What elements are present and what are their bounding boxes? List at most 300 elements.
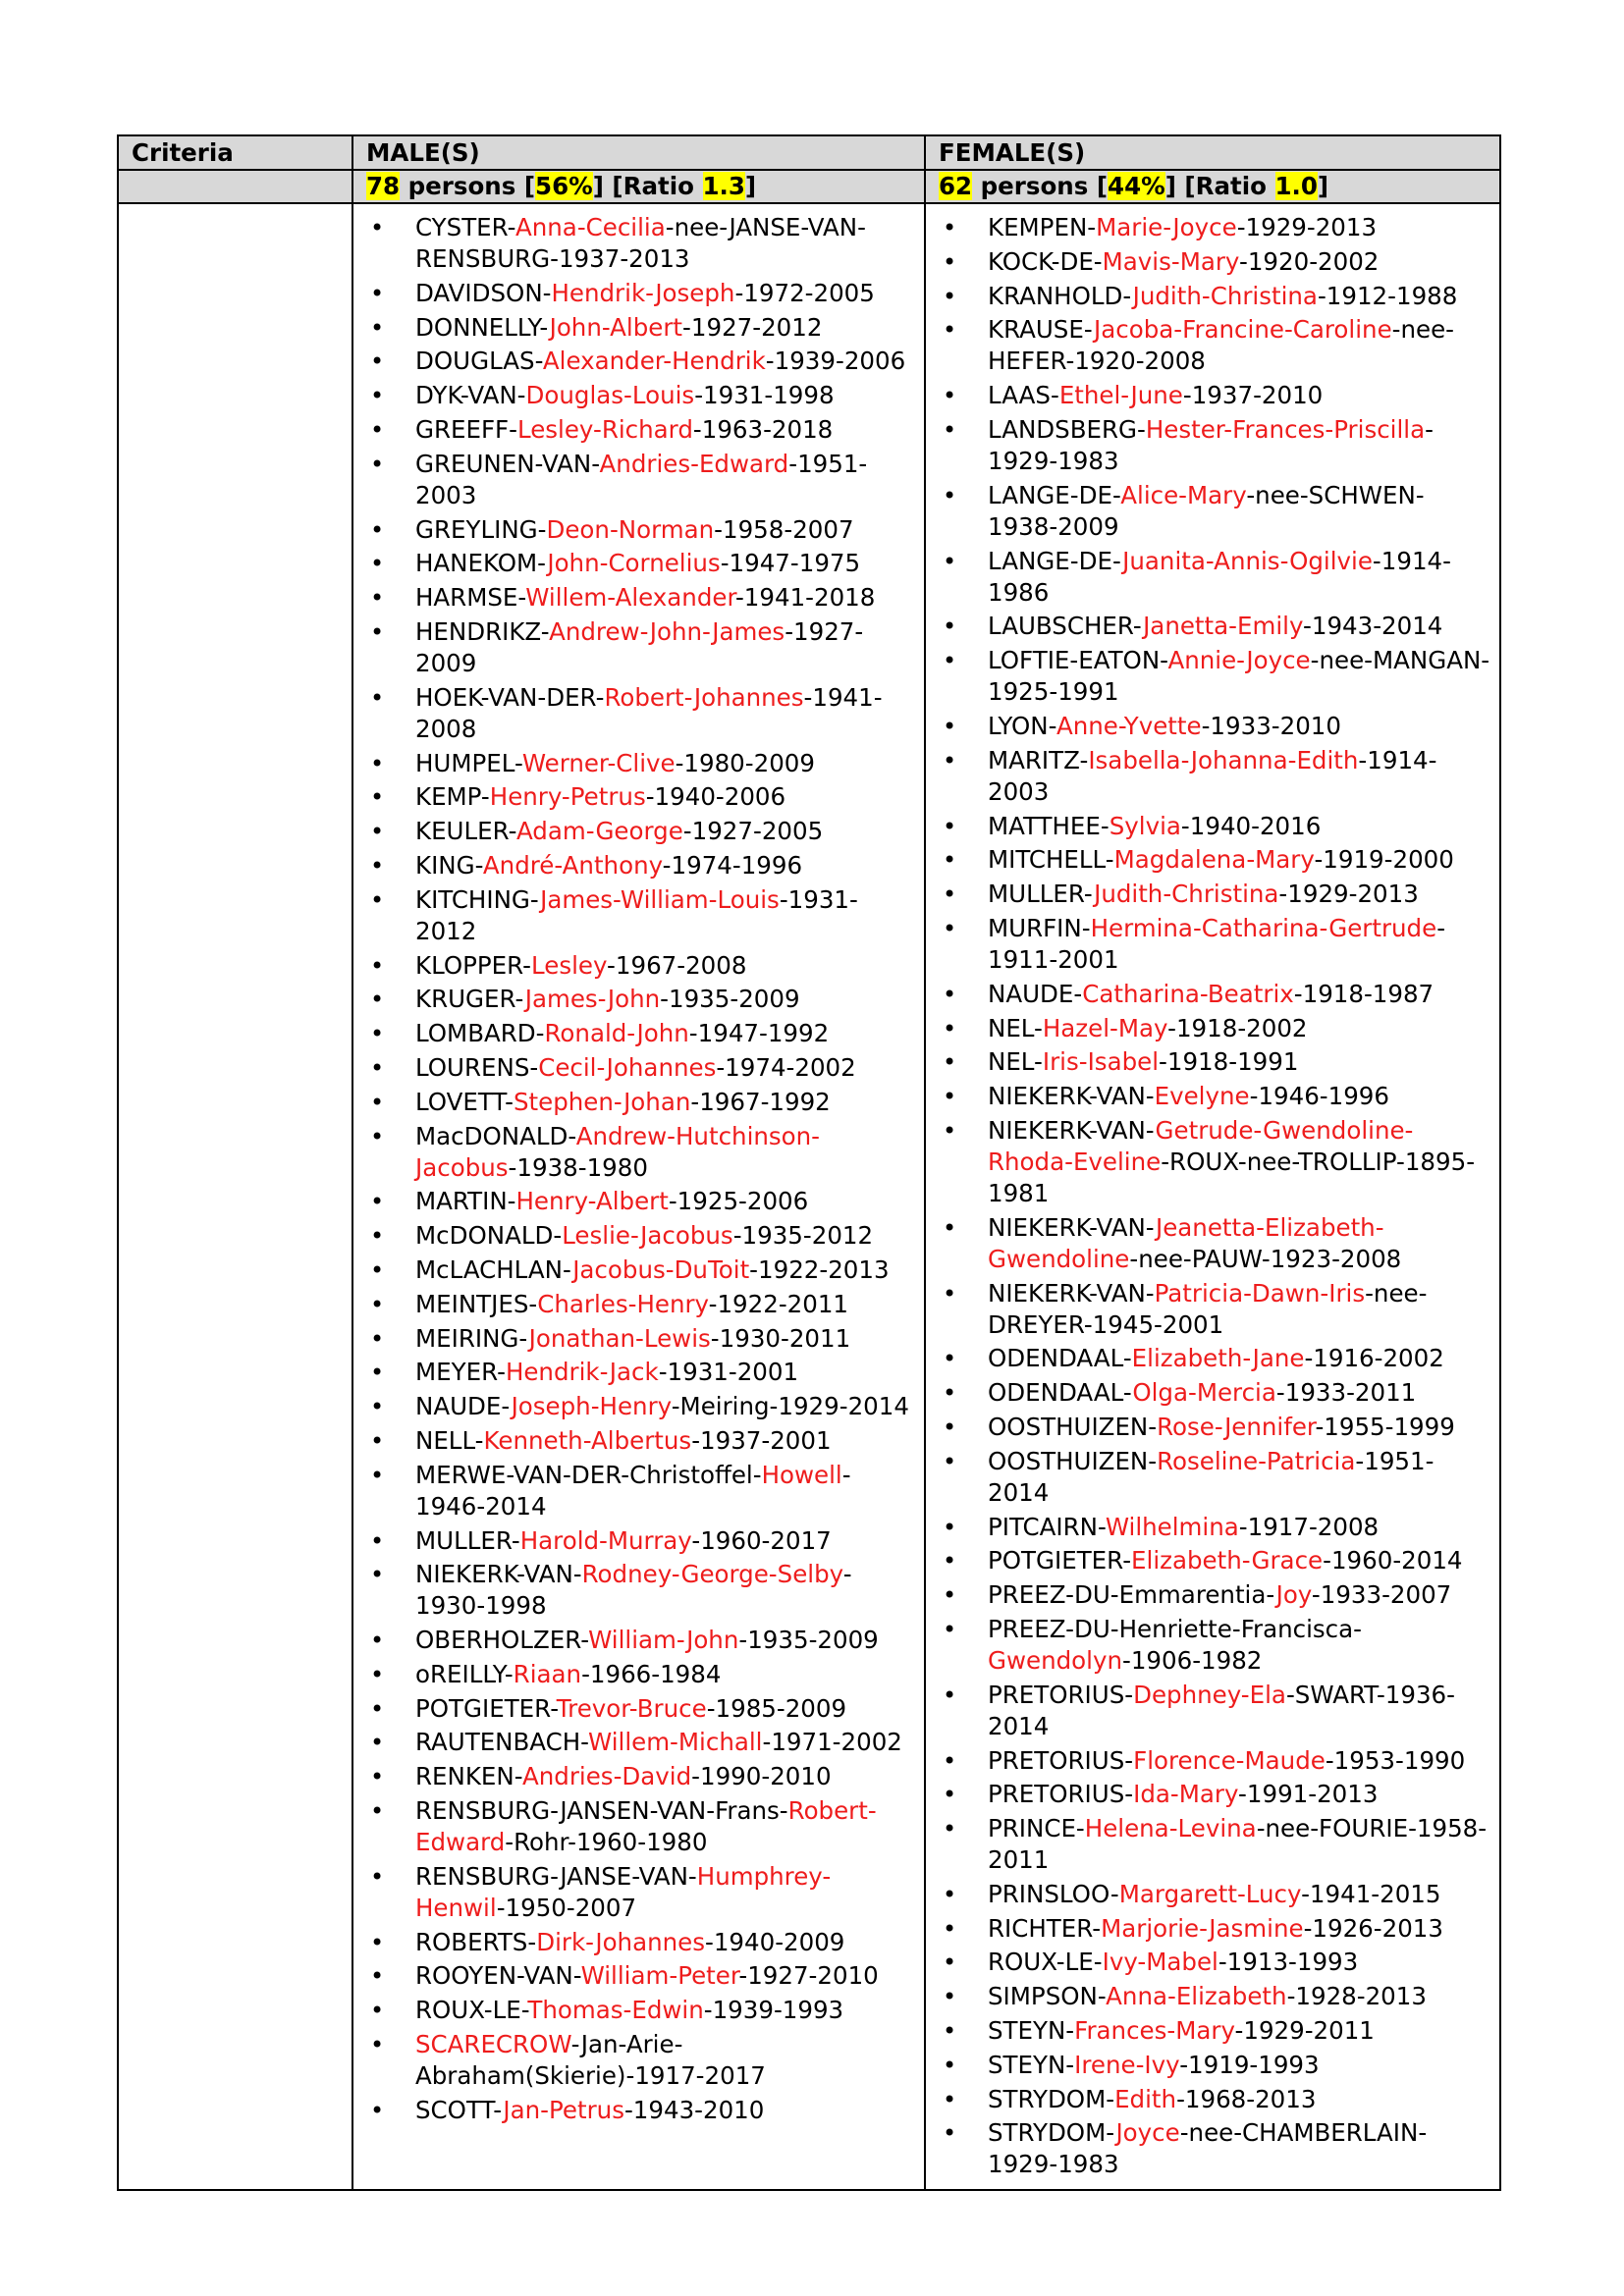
given-names: Marjorie-Jasmine xyxy=(1101,1913,1304,1943)
name-segment: -nee-HEFER-1920-2008 xyxy=(988,315,1454,376)
list-item xyxy=(353,1121,924,1184)
given-names: Dephney-Ela xyxy=(1133,1680,1286,1709)
name-segment: -1941-2008 xyxy=(415,682,883,743)
list-item xyxy=(926,1512,1499,1543)
given-names: Hendrik-Jack xyxy=(505,1358,659,1387)
given-names: SCARECROW xyxy=(415,2030,571,2059)
list-item xyxy=(353,380,924,411)
name-segment: -nee-JANSE-VAN-RENSBURG-1937-2013 xyxy=(415,213,866,273)
list-item xyxy=(926,2117,1499,2180)
name-segment: NIEKERK-VAN- xyxy=(415,1560,582,1589)
name-segment: -1914-1986 xyxy=(988,546,1451,607)
name-segment: -1974-2002 xyxy=(716,1052,856,1082)
name-segment: CYSTER- xyxy=(415,213,515,241)
list-item xyxy=(926,1343,1499,1374)
given-names: William-John xyxy=(588,1626,739,1655)
name-segment: -nee-CHAMBERLAIN-1929-1983 xyxy=(988,2118,1428,2179)
list-item xyxy=(926,1115,1499,1209)
given-names: Juanita-Annis-Ogilvie xyxy=(1122,546,1373,575)
name-segment: KEMP- xyxy=(415,782,490,812)
name-segment: -1929-1983 xyxy=(988,414,1434,475)
name-segment: MURFIN- xyxy=(988,913,1091,942)
given-names: Jacoba-Francine-Caroline xyxy=(1094,315,1392,345)
list-item xyxy=(926,1913,1499,1945)
list-item xyxy=(353,682,924,745)
name-segment: LOFTIE-EATON- xyxy=(988,646,1168,675)
name-segment: NEL- xyxy=(988,1013,1043,1042)
list-item xyxy=(926,1981,1499,2012)
name-segment: HUMPEL- xyxy=(415,748,522,777)
name-segment: -1974-1996 xyxy=(662,850,803,880)
name-segment: -1930-2011 xyxy=(710,1323,851,1353)
name-segment: KOCK-DE- xyxy=(988,246,1103,276)
name-segment: -1940-2009 xyxy=(705,1927,845,1956)
given-names: Lesley-Richard xyxy=(517,414,693,444)
list-item xyxy=(353,1927,924,1958)
criteria-table xyxy=(117,134,1501,2191)
name-segment: MacDONALD- xyxy=(415,1121,576,1150)
given-names: Lesley xyxy=(531,950,608,980)
name-segment: -1941-2018 xyxy=(734,583,876,613)
name-segment: -1938-1980 xyxy=(508,1152,648,1182)
given-names: Elizabeth-Grace xyxy=(1131,1546,1324,1575)
persons-label: persons [ xyxy=(972,172,1109,200)
name-segment: HOEK-VAN-DER- xyxy=(415,682,605,712)
list-item xyxy=(926,711,1499,742)
name-segment: -1946-2014 xyxy=(415,1460,851,1521)
name-segment: NIEKERK-VAN- xyxy=(988,1115,1156,1145)
name-segment: -1931-1998 xyxy=(694,381,835,410)
name-segment: -1927-2010 xyxy=(738,1961,879,1991)
name-segment: -1937-2010 xyxy=(1182,381,1324,410)
given-names: Anna-Cecilia xyxy=(514,213,666,241)
name-segment: -1935-2012 xyxy=(732,1221,874,1251)
name-segment: -1971-2002 xyxy=(762,1728,902,1757)
given-names: Edith xyxy=(1114,2084,1177,2113)
name-segment: MEYER- xyxy=(415,1358,506,1387)
name-segment: LOURENS- xyxy=(415,1052,539,1082)
list-item xyxy=(926,380,1499,411)
list-item xyxy=(353,1995,924,2026)
name-segment: -1940-2016 xyxy=(1180,811,1322,840)
name-segment: -1911-2001 xyxy=(988,913,1446,974)
given-names: Iris-Isabel xyxy=(1042,1047,1160,1077)
list-item xyxy=(353,1357,924,1388)
name-segment: -1929-2013 xyxy=(1236,213,1378,241)
name-segment: -1918-2002 xyxy=(1167,1013,1308,1042)
list-item xyxy=(353,850,924,881)
summary-row xyxy=(118,170,1500,203)
given-names: James-John xyxy=(524,985,661,1014)
list-item xyxy=(926,212,1499,243)
name-segment: DAVIDSON- xyxy=(415,278,552,307)
list-item xyxy=(926,2050,1499,2081)
name-segment: MULLER- xyxy=(415,1525,520,1555)
list-item xyxy=(926,1947,1499,1978)
given-names: Hermina-Catharina-Gertrude xyxy=(1090,913,1437,942)
given-names: William-Peter xyxy=(580,1961,739,1991)
list-item xyxy=(353,1391,924,1422)
name-segment: STRYDOM- xyxy=(988,2118,1116,2148)
name-segment: -1935-2009 xyxy=(660,985,800,1014)
given-names: Mavis-Mary xyxy=(1102,246,1239,276)
name-segment: -1951-2014 xyxy=(988,1446,1435,1507)
list-item xyxy=(926,314,1499,377)
given-names: Joyce xyxy=(1115,2118,1180,2148)
name-segment: NIEKERK-VAN- xyxy=(988,1082,1155,1111)
name-segment: LYON- xyxy=(988,711,1056,740)
name-segment: -1980-2009 xyxy=(675,748,815,777)
list-item xyxy=(353,1659,924,1690)
list-item xyxy=(353,1289,924,1320)
name-segment: -1906-1982 xyxy=(1122,1645,1263,1675)
given-names: Hester-Frances-Priscilla xyxy=(1145,414,1426,444)
list-item xyxy=(353,1693,924,1725)
name-segment: -1967-2008 xyxy=(607,950,747,980)
given-names: Catharina-Beatrix xyxy=(1082,979,1294,1008)
name-segment: KEMPEN- xyxy=(988,213,1097,241)
name-segment: POTGIETER- xyxy=(415,1693,557,1723)
name-segment: -1933-2011 xyxy=(1275,1378,1417,1408)
list-item xyxy=(926,979,1499,1010)
name-segment: GREYLING- xyxy=(415,514,547,544)
given-names: Frances-Mary xyxy=(1074,2016,1235,2046)
name-segment: McLACHLAN- xyxy=(415,1255,573,1284)
close-bracket: ] xyxy=(744,172,757,200)
given-names: Deon-Norman xyxy=(546,514,715,544)
given-names: James-William-Louis xyxy=(540,884,780,914)
name-segment: -1931-2012 xyxy=(415,884,858,945)
name-segment: NIEKERK-VAN- xyxy=(988,1212,1156,1242)
given-names: Joy xyxy=(1275,1580,1312,1610)
given-names: Ronald-John xyxy=(544,1019,689,1048)
list-item xyxy=(353,1525,924,1557)
list-item xyxy=(353,950,924,982)
ratio-label: ] [Ratio xyxy=(1164,172,1275,200)
list-item xyxy=(926,745,1499,808)
given-names: Ida-Mary xyxy=(1133,1780,1239,1809)
list-item xyxy=(926,1212,1499,1275)
name-segment: -nee-SCHWEN-1938-2009 xyxy=(988,480,1425,541)
list-item xyxy=(353,1052,924,1084)
list-item xyxy=(353,582,924,614)
given-names: Judith-Christina xyxy=(1094,880,1279,909)
name-segment: RENSBURG-JANSE-VAN- xyxy=(415,1861,697,1891)
female-cell xyxy=(925,203,1500,2190)
name-segment: POTGIETER- xyxy=(988,1546,1132,1575)
name-segment: -1922-2011 xyxy=(708,1289,849,1318)
given-names: Getrude-Gwendoline-Rhoda-Eveline xyxy=(988,1115,1414,1176)
female-list xyxy=(926,204,1499,2189)
name-segment: RENKEN- xyxy=(415,1762,523,1791)
given-names: Howell xyxy=(761,1460,842,1489)
list-item xyxy=(926,1745,1499,1777)
name-segment: ROUX-LE- xyxy=(988,1948,1103,1977)
persons-label: persons [ xyxy=(400,172,536,200)
name-segment: HARMSE- xyxy=(415,583,526,613)
list-item xyxy=(926,1412,1499,1443)
name-segment: MARTIN- xyxy=(415,1187,516,1216)
list-item xyxy=(926,1446,1499,1509)
given-names: Ivy-Mabel xyxy=(1102,1948,1218,1977)
name-segment: -1912-1988 xyxy=(1317,281,1458,310)
given-names: Werner-Clive xyxy=(521,748,676,777)
name-segment: RICHTER- xyxy=(988,1913,1102,1943)
name-segment: -1917-2008 xyxy=(1238,1512,1380,1541)
given-names: Hendrik-Joseph xyxy=(551,278,735,307)
female-count: 62 xyxy=(939,172,973,200)
list-item xyxy=(926,480,1499,543)
given-names: Leslie-Jacobus xyxy=(562,1221,733,1251)
list-item xyxy=(353,514,924,546)
male-ratio: 1.3 xyxy=(702,172,745,200)
name-segment: -1955-1999 xyxy=(1315,1412,1455,1441)
given-names: Robert-Edward xyxy=(415,1796,877,1857)
male-list xyxy=(353,204,924,2135)
name-segment: KRANHOLD- xyxy=(988,281,1133,310)
given-names: Roseline-Patricia xyxy=(1157,1446,1356,1475)
name-segment: STEYN- xyxy=(988,2050,1075,2079)
name-segment: HANEKOM- xyxy=(415,549,548,578)
name-segment: -1963-2018 xyxy=(692,414,834,444)
name-segment: -nee-DREYER-1945-2001 xyxy=(988,1278,1428,1339)
list-item xyxy=(353,1220,924,1252)
list-item xyxy=(926,246,1499,278)
list-item xyxy=(353,1425,924,1457)
given-names: Alexander-Hendrik xyxy=(542,347,766,376)
given-names: Andries-Edward xyxy=(599,449,789,478)
name-segment: NEL- xyxy=(988,1047,1043,1077)
name-segment: -1929-2011 xyxy=(1234,2016,1375,2046)
name-segment: KLOPPER- xyxy=(415,950,532,980)
name-segment: -Rohr-1960-1980 xyxy=(505,1828,708,1857)
name-segment: HENDRIKZ- xyxy=(415,616,550,646)
name-segment: PRETORIUS- xyxy=(988,1780,1134,1809)
name-segment: -ROUX-nee-TROLLIP-1895-1981 xyxy=(988,1147,1476,1207)
list-item xyxy=(926,1278,1499,1341)
given-names: Jan-Petrus xyxy=(503,2095,624,2124)
name-segment: GREEFF- xyxy=(415,414,517,444)
name-segment: ODENDAAL- xyxy=(988,1344,1132,1373)
name-segment: ROUX-LE- xyxy=(415,1996,528,2025)
name-segment: GREUNEN-VAN- xyxy=(415,449,600,478)
given-names: Anne-Yvette xyxy=(1056,711,1202,740)
given-names: Isabella-Johanna-Edith xyxy=(1088,745,1359,774)
name-segment: PRETORIUS- xyxy=(988,1680,1134,1709)
name-segment: DOUGLAS- xyxy=(415,347,543,376)
given-names: Charles-Henry xyxy=(537,1289,709,1318)
name-segment: -1930-1998 xyxy=(415,1560,852,1621)
given-names: Alice-Mary xyxy=(1120,480,1247,509)
given-names: Elizabeth-Jane xyxy=(1131,1344,1305,1373)
name-segment: -1927-2005 xyxy=(682,817,824,846)
given-names: Ethel-June xyxy=(1058,381,1183,410)
name-segment: OBERHOLZER- xyxy=(415,1626,589,1655)
list-item xyxy=(353,1323,924,1355)
given-names: Patricia-Dawn-Iris xyxy=(1154,1278,1366,1308)
list-item xyxy=(353,1625,924,1656)
name-segment: -nee-MANGAN-1925-1991 xyxy=(988,646,1490,707)
name-segment: KRUGER- xyxy=(415,985,525,1014)
name-segment: -1943-2014 xyxy=(1303,612,1443,641)
name-segment: -1951-2003 xyxy=(415,449,868,509)
name-segment: NIEKERK-VAN- xyxy=(988,1278,1155,1308)
list-item xyxy=(926,1779,1499,1810)
given-names: Harold-Murray xyxy=(519,1525,692,1555)
name-segment: MULLER- xyxy=(988,880,1095,909)
given-names: Willem-Michall xyxy=(588,1728,763,1757)
list-item xyxy=(926,611,1499,642)
name-segment: PREEZ-DU-Emmarentia- xyxy=(988,1580,1276,1610)
name-segment: -1920-2002 xyxy=(1239,246,1380,276)
name-segment: NAUDE- xyxy=(988,979,1083,1008)
criteria-summary-cell xyxy=(118,170,352,203)
name-segment: LOVETT- xyxy=(415,1087,514,1116)
given-names: Judith-Christina xyxy=(1132,281,1318,310)
list-item xyxy=(926,546,1499,609)
given-names: Jacobus-DuToit xyxy=(572,1255,750,1284)
list-item xyxy=(353,2029,924,2092)
given-names: Willem-Alexander xyxy=(525,583,735,613)
name-segment: -1927-2009 xyxy=(415,616,864,677)
name-segment: -1943-2010 xyxy=(623,2095,765,2124)
name-segment: DONNELLY- xyxy=(415,312,550,342)
list-item xyxy=(353,884,924,947)
name-segment: PREEZ-DU-Henriette-Francisca- xyxy=(988,1614,1363,1643)
given-names: Riaan xyxy=(513,1659,582,1688)
list-item xyxy=(926,1046,1499,1078)
list-item xyxy=(353,1960,924,1992)
given-names: Wilhelmina xyxy=(1105,1512,1239,1541)
name-segment: -nee-PAUW-1923-2008 xyxy=(1129,1244,1402,1273)
given-names: Humphrey-Henwil xyxy=(415,1861,832,1922)
list-item xyxy=(926,645,1499,708)
list-item xyxy=(353,1460,924,1522)
name-segment: -Meiring-1929-2014 xyxy=(671,1392,909,1421)
name-segment: -1933-2007 xyxy=(1311,1580,1452,1610)
list-item xyxy=(353,414,924,446)
given-names: Magdalena-Mary xyxy=(1113,845,1315,875)
list-item xyxy=(926,1680,1499,1742)
given-names: Henry-Albert xyxy=(515,1187,669,1216)
given-names: Adam-George xyxy=(515,817,683,846)
list-item xyxy=(926,281,1499,312)
name-segment: LAUBSCHER- xyxy=(988,612,1144,641)
list-item xyxy=(353,1255,924,1286)
name-segment: -1953-1990 xyxy=(1325,1745,1466,1775)
name-segment: STRYDOM- xyxy=(988,2084,1115,2113)
given-names: Andrew-John-James xyxy=(549,616,785,646)
name-segment: PITCAIRN- xyxy=(988,1512,1106,1541)
list-item xyxy=(353,1795,924,1858)
name-segment: PRINCE- xyxy=(988,1814,1085,1843)
name-segment: RAUTENBACH- xyxy=(415,1728,589,1757)
name-segment: -1972-2005 xyxy=(734,278,875,307)
name-segment: -1914-2003 xyxy=(988,745,1437,806)
name-segment: -1927-2012 xyxy=(682,312,823,342)
criteria-header: Criteria xyxy=(118,135,352,170)
male-count: 78 xyxy=(366,172,401,200)
name-segment: -1940-2006 xyxy=(645,782,786,812)
given-names: Thomas-Edwin xyxy=(527,1996,704,2025)
name-segment: -1913-1993 xyxy=(1218,1948,1359,1977)
given-names: Olga-Mercia xyxy=(1132,1378,1276,1408)
list-item xyxy=(926,1013,1499,1044)
list-item xyxy=(926,1813,1499,1876)
name-segment: -1967-1992 xyxy=(690,1087,831,1116)
given-names: Hazel-May xyxy=(1042,1013,1168,1042)
name-segment: -1928-2013 xyxy=(1286,1982,1427,2011)
name-segment: -1968-2013 xyxy=(1176,2084,1317,2113)
name-segment: -Jan-Arie-Abraham(Skierie)-1917-2017 xyxy=(415,2030,766,2091)
name-segment: ROBERTS- xyxy=(415,1927,537,1956)
given-names: Helena-Levina xyxy=(1084,1814,1257,1843)
list-item xyxy=(353,1559,924,1622)
criteria-cell xyxy=(118,203,352,2190)
name-segment: -1935-2009 xyxy=(738,1626,879,1655)
list-item xyxy=(926,879,1499,910)
name-segment: PRETORIUS- xyxy=(988,1745,1134,1775)
name-segment: MARITZ- xyxy=(988,745,1089,774)
given-names: Trevor-Bruce xyxy=(556,1693,707,1723)
name-segment: -1918-1987 xyxy=(1293,979,1435,1008)
name-segment: KRAUSE- xyxy=(988,315,1095,345)
name-segment: LANGE-DE- xyxy=(988,546,1123,575)
list-item xyxy=(353,984,924,1015)
list-item xyxy=(353,748,924,779)
name-segment: -1925-2006 xyxy=(668,1187,809,1216)
name-segment: MERWE-VAN-DER-Christoffel- xyxy=(415,1460,762,1489)
name-segment: PRINSLOO- xyxy=(988,1879,1119,1908)
list-item xyxy=(926,414,1499,477)
name-segment: -1939-2006 xyxy=(765,347,906,376)
given-names: John-Cornelius xyxy=(547,549,721,578)
given-names: John-Albert xyxy=(549,312,683,342)
list-item xyxy=(926,1377,1499,1409)
name-segment: DYK-VAN- xyxy=(415,381,526,410)
list-item xyxy=(926,844,1499,876)
name-segment: -1926-2013 xyxy=(1303,1913,1443,1943)
given-names: Henry-Petrus xyxy=(489,782,646,812)
name-segment: -1958-2007 xyxy=(714,514,854,544)
given-names: Margarett-Lucy xyxy=(1118,1879,1302,1908)
given-names: Dirk-Johannes xyxy=(536,1927,705,1956)
name-segment: OOSTHUIZEN- xyxy=(988,1446,1158,1475)
name-segment: -1916-2002 xyxy=(1304,1344,1444,1373)
list-item xyxy=(353,1761,924,1792)
name-segment: -1947-1975 xyxy=(720,549,861,578)
list-item xyxy=(926,1879,1499,1910)
name-segment: MITCHELL- xyxy=(988,845,1114,875)
name-segment: -1985-2009 xyxy=(706,1693,847,1723)
list-item xyxy=(926,1081,1499,1112)
name-segment: MEIRING- xyxy=(415,1323,529,1353)
name-segment: -1919-2000 xyxy=(1314,845,1454,875)
name-segment: McDONALD- xyxy=(415,1221,563,1251)
list-item xyxy=(353,1861,924,1924)
list-item xyxy=(353,449,924,511)
male-summary xyxy=(352,170,925,203)
given-names: Andrew-Hutchinson-Jacobus xyxy=(415,1121,821,1182)
list-item xyxy=(353,1087,924,1118)
list-item xyxy=(926,1579,1499,1611)
list-item xyxy=(926,1614,1499,1677)
given-names: Annie-Joyce xyxy=(1167,646,1311,675)
given-names: Joseph-Henry xyxy=(511,1392,672,1421)
given-names: Anna-Elizabeth xyxy=(1106,1982,1287,2011)
name-segment: -1929-2013 xyxy=(1278,880,1419,909)
name-segment: RENSBURG-JANSEN-VAN-Frans- xyxy=(415,1796,788,1826)
